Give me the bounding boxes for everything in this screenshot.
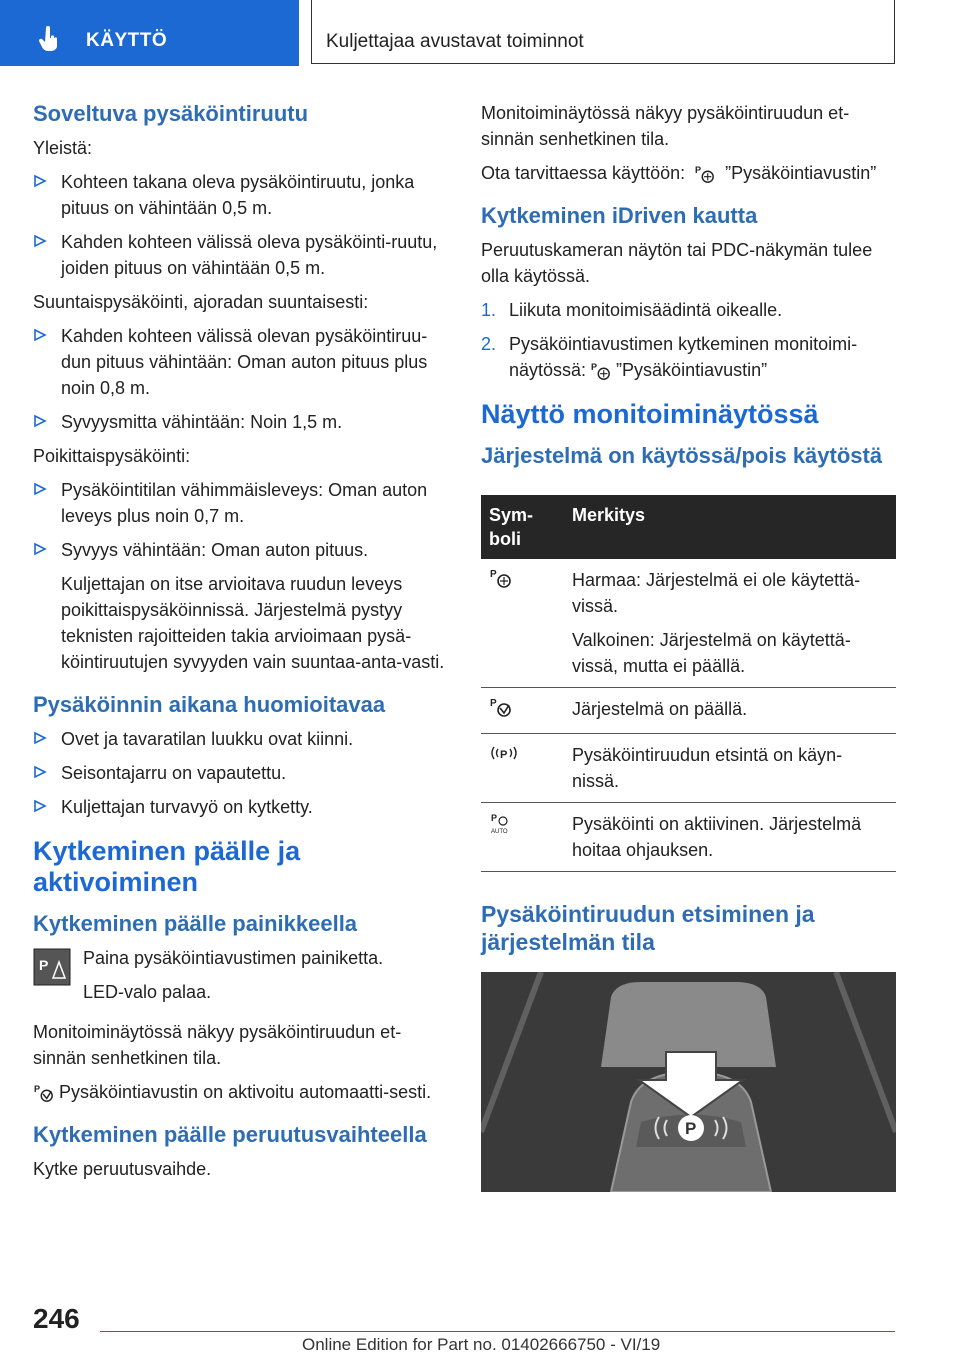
perpendicular-label: Poikittaispysäköinti: [33, 446, 191, 466]
auto-text: Pysäköintiavustin on aktivoitu automaatti-sesti. [33, 1079, 448, 1105]
bullet-triangle-icon [33, 174, 47, 188]
section-tab-label: KÄYTTÖ [86, 30, 168, 51]
button-heading: Kytkeminen päälle painikkeella [33, 911, 358, 936]
header-tabs [0, 0, 960, 66]
use-instruction: Ota tarvittaessa käyttöön: ”Pysäköintiavustin” [481, 163, 877, 183]
list-item: Kahden kohteen välissä olevan pysäköintiruu-dun pituus vähintään: Oman auton pituus plus noin 0,8 m. [33, 323, 448, 401]
page-number: 246 [33, 1303, 80, 1334]
parking-assistant-gray-icon [489, 567, 513, 589]
list-item: Seisontajarru on vapautettu. [33, 760, 448, 786]
bullet-triangle-icon [33, 328, 47, 342]
notes-heading: Pysäköinnin aikana huomioitavaa [33, 692, 386, 717]
symbol-table [481, 495, 896, 872]
parking-assistant-active-icon [33, 1083, 55, 1103]
svg-text:AUTO: AUTO [491, 829, 508, 835]
list-item: Syvyysmitta vähintään: Noin 1,5 m. [33, 409, 448, 435]
list-item: Kohteen takana oleva pysäköintiruutu, jonka pituus on vähintään 0,5 m. [33, 169, 448, 221]
image-label: P [685, 1119, 697, 1138]
suitable-space-heading: Soveltuva pysäköintiruutu [33, 101, 309, 126]
footer-divider [100, 1331, 895, 1332]
monitor-text: Monitoiminäytössä näkyy pysäköintiruudun et-sinnän senhetkinen tila. [33, 1022, 402, 1068]
parking-button-icon [33, 948, 71, 986]
meaning-column-header: Merkitys [564, 495, 896, 559]
perpendicular-note: Kuljettajan on itse arvioitava ruudun leveys poikittaispysäköinnissä. Järjestelmä pystyy teknisten rajoitteiden takia arvioimaan pysä-köintiruutujen syvyyden vain suuntaa-anta-vasti. [61, 574, 445, 672]
idrive-text: Peruutuskameran näytön tai PDC-näkymän tulee olla käytössä. [481, 240, 873, 286]
table-header-row [481, 495, 896, 559]
button-text-2: LED-valo palaa. [83, 982, 212, 1002]
right-column [481, 100, 896, 1192]
svg-text:P: P [39, 957, 49, 973]
table-row: P AUTO Pysäköinti on aktiivinen. Järjestelmä hoitaa ohjauksen. [481, 803, 896, 872]
general-label: Yleistä: [33, 138, 93, 158]
bullet-triangle-icon [33, 731, 47, 745]
reverse-text: Kytke peruutusvaihde. [33, 1159, 212, 1179]
hand-pointer-icon [38, 26, 60, 52]
reverse-heading: Kytkeminen päälle peruutusvaihteella [33, 1122, 427, 1147]
button-text-1: Paina pysäköintiavustimen painiketta. [83, 948, 384, 968]
list-item: Ovet ja tavaratilan luukku ovat kiinni. [33, 726, 448, 752]
section-tab[interactable] [0, 0, 299, 66]
button-instruction [33, 945, 448, 1013]
bullet-triangle-icon [33, 542, 47, 556]
table-row: Harmaa: Järjestelmä ei ole käytettä-vissä. Valkoinen: Järjestelmä on käytettä-vissä, mutta ei päällä. [481, 559, 896, 688]
display-heading: Näyttö monitoiminäytössä [481, 399, 819, 429]
parking-assistant-icon [590, 361, 612, 381]
parking-search-illustration [481, 972, 896, 1192]
onoff-heading: Järjestelmä on käytössä/pois käytöstä [481, 443, 883, 468]
parking-search-icon [489, 742, 519, 764]
table-row: P Pysäköintiruudun etsintä on käyn-nissä. [481, 734, 896, 803]
list-item: Pysäköintitilan vähimmäisleveys: Oman auton leveys plus noin 0,7 m. [33, 477, 448, 529]
svg-text:P: P [491, 813, 498, 823]
parking-assistant-active-icon [489, 696, 513, 718]
activation-heading: Kytkeminen päälle ja aktivoiminen [33, 836, 301, 897]
idrive-heading: Kytkeminen iDriven kautta [481, 203, 758, 228]
list-item: Syvyys vähintään: Oman auton pituus. [33, 537, 448, 563]
parking-assistant-icon [694, 164, 716, 184]
parallel-label: Suuntaispysäköinti, ajoradan suuntaisesti: [33, 292, 369, 312]
svg-text:P: P [500, 749, 508, 761]
left-column [33, 100, 448, 1190]
list-item: 2. Pysäköintiavustimen kytkeminen monitoimi-näytössä: ”Pysäköintiavustin” [481, 334, 858, 380]
monitor-text: Monitoiminäytössä näkyy pysäköintiruudun et-sinnän senhetkinen tila. [481, 103, 850, 149]
edition-text: Online Edition for Part no. 01402666750 - VI/19 [302, 1335, 661, 1354]
bullet-triangle-icon [33, 234, 47, 248]
bullet-triangle-icon [33, 765, 47, 779]
list-item: 1. Liikuta monitoimisäädintä oikealle. [481, 300, 783, 320]
bullet-triangle-icon [33, 482, 47, 496]
search-heading: Pysäköintiruudun etsiminen ja järjestelmän tila [481, 901, 815, 955]
chapter-tab[interactable] [311, 0, 895, 64]
parking-auto-icon [489, 811, 515, 835]
list-item: Kuljettajan turvavyö on kytketty. [33, 794, 448, 820]
symbol-column-header: Sym-boli [481, 495, 564, 559]
bullet-triangle-icon [33, 799, 47, 813]
bullet-triangle-icon [33, 414, 47, 428]
chapter-tab-label: Kuljettajaa avustavat toiminnot [326, 31, 584, 52]
table-row: Järjestelmä on päällä. [481, 688, 896, 734]
list-item: Kahden kohteen välissä oleva pysäköinti-ruutu, joiden pituus on vähintään 0,5 m. [33, 229, 448, 281]
